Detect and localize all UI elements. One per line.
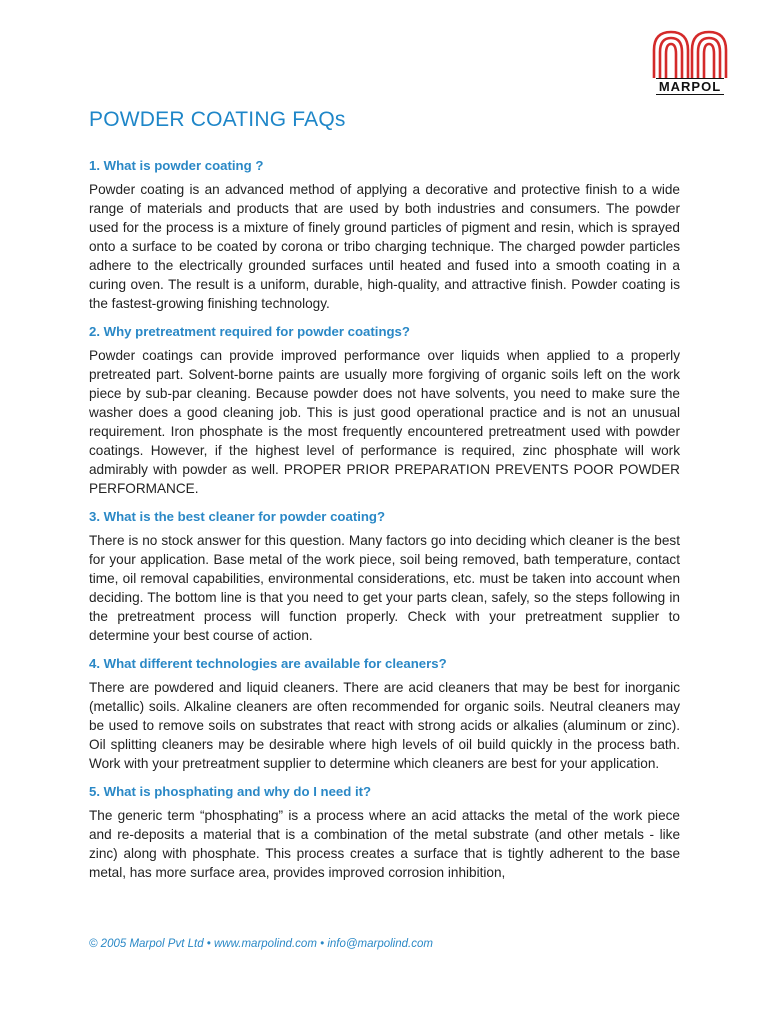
- faq-answer: The generic term “phosphating” is a process where an acid attacks the metal of the work piece and re-deposits a material that is a combination of the metal substrate (and other metals - like zinc) along with phosphate. This process creates a surface that is tightly adherent to the base metal, has more surface area, provides improved corrosion inhibition,: [89, 808, 680, 880]
- faq-item-3: [89, 508, 680, 645]
- faq-answer: There are powdered and liquid cleaners. There are acid cleaners that may be best for inorganic (metallic) soils. Alkaline cleaners are often recommended for organic soils. Neutral cleaners may be used to remove soils on substrates that react with strong acids or alkalies (aluminum or zinc). Oil splitting cleaners may be desirable where high levels of oil build quickly in the process bath. Work with your pretreatment supplier to determine which cleaners are best for your application.: [89, 680, 680, 771]
- faq-list: [89, 157, 680, 892]
- faq-item-5: [89, 783, 680, 882]
- faq-question: 1. What is powder coating ?: [89, 158, 264, 173]
- footer-copyright: © 2005 Marpol Pvt Ltd • www.marpolind.com • info@marpolind.com: [89, 938, 433, 950]
- faq-item-2: [89, 323, 680, 498]
- faq-question: 4. What different technologies are available for cleaners?: [89, 656, 447, 671]
- page-title: POWDER COATING FAQs: [89, 108, 346, 131]
- faq-item-4: [89, 655, 680, 773]
- faq-answer: Powder coatings can provide improved performance over liquids when applied to a properly pretreated part. Solvent-borne paints are usually more forgiving of organic soils left on the work piece by sub-par cleaning. Because powder does not have solvents, you need to make sure the washer does a good cleaning job. This is just good operational practice and is not an unusual requirement. Iron phosphate is the most frequently encountered pretreatment used with powder coatings. However, if the highest level of performance is required, zinc phosphate will work admirably with powder as well. PROPER PRIOR PREPARATION PREVENTS POOR POWDER PERFORMANCE.: [89, 348, 680, 496]
- faq-question: 5. What is phosphating and why do I need it?: [89, 784, 372, 799]
- logo-wordmark: [650, 79, 730, 94]
- faq-question: 2. Why pretreatment required for powder coatings?: [89, 324, 410, 339]
- faq-item-1: [89, 157, 680, 313]
- faq-answer: Powder coating is an advanced method of applying a decorative and protective finish to a wide range of materials and products that are used by both industries and consumers. The powder used for the process is a mixture of finely ground particles of pigment and resin, which is sprayed onto a surface to be coated by corona or tribo charging technique. The charged powder particles adhere to the electrically grounded surfaces until heated and fused into a smooth coating in a curing oven. The result is a uniform, durable, high-quality, and attractive finish. Powder coating is the fastest-growing finishing technology.: [89, 182, 680, 311]
- faq-answer: There is no stock answer for this question. Many factors go into deciding which cleaner is the best for your application. Base metal of the work piece, soil being removed, bath temperature, contact time, oil removal capabilities, environmental considerations, etc. must be taken into account when deciding. The bottom line is that you need to get your parts clean, safely, so the steps following in the pretreatment process will function properly. Check with your pretreatment supplier to determine your best course of action.: [89, 533, 680, 643]
- logo-text: MARPOL: [656, 78, 724, 95]
- faq-question: 3. What is the best cleaner for powder coating?: [89, 509, 386, 524]
